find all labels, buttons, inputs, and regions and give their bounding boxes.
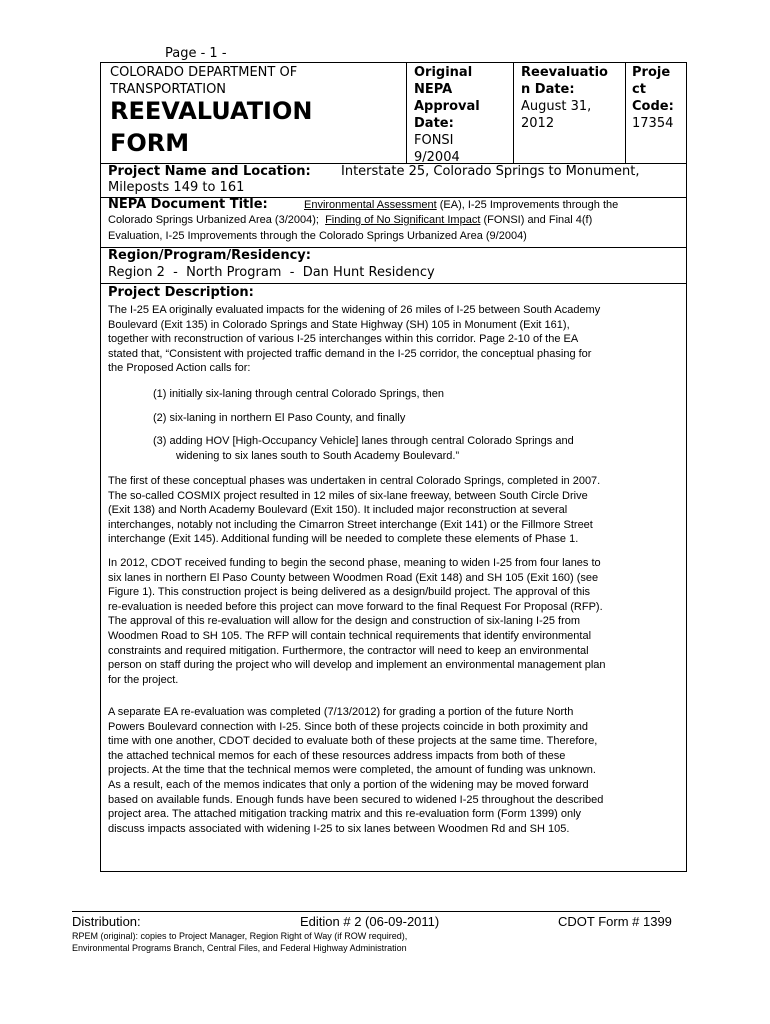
- project-mileposts: Mileposts 149 to 161: [108, 180, 245, 195]
- footer-form-number: CDOT Form # 1399: [558, 914, 672, 929]
- project-code-value: 17354: [632, 116, 674, 131]
- reevaluation-date-cell: Reevaluatio n Date: August 31, 2012: [521, 65, 608, 131]
- page-number: Page - 1 -: [165, 46, 227, 61]
- nepa-document-line1: Environmental Assessment (EA), I-25 Improvements through the: [304, 199, 619, 211]
- nepa-document-line2: Colorado Springs Urbanized Area (3/2004); Finding of No Significant Impact (FONSI) and Final 4(f): [108, 214, 593, 226]
- description-paragraph-3: In 2012, CDOT received funding to begin the second phase, meaning to widen I-25 from four lanes to six lanes in northern El Paso County between Woodmen Road (Exit 148) and SH 105 (Exit 160) (see Figure 1). This construction project is being delivered as a design/build project. The approval of this re-evaluation is needed before this project can move forward to the final Request For Proposal (RFP). The approval of this re-evaluation will allow for the design and construction of six-laning I-25 from Woodmen Road to SH 105. The RFP will contain technical requirements that identify environmental constraints and required mitigation. Furthermore, the contractor will need to keep an environmental person on staff during the project who will develop and implement an environmental management plan for the project.: [108, 557, 606, 686]
- project-name-value: Interstate 25, Colorado Springs to Monument,: [341, 164, 640, 179]
- form-header: [100, 62, 687, 164]
- ea-link[interactable]: Environmental Assessment: [304, 199, 437, 211]
- form-title: REEVALUATION FORM: [110, 97, 313, 157]
- reevaluation-date-value: August 31,: [521, 99, 592, 114]
- region-value: Region 2 - North Program - Dan Hunt Residency: [108, 265, 435, 280]
- nepa-approval-date-value: FONSI: [414, 133, 454, 148]
- phase-list-item-1: (1) initially six-laning through central Colorado Springs, then: [153, 388, 445, 400]
- description-paragraph-1: The I-25 EA originally evaluated impacts for the widening of 26 miles of I-25 between South Academy Boulevard (Exit 135) in Colorado Springs and State Highway (SH) 105 in Monument (Exit 161), together with reconstruction of various I-25 interchanges within this corridor. Page 2-10 of the EA stated that, “Consistent with projected traffic demand in the I-25 corridor, the conceptual phasing for the Proposed Action calls for:: [108, 304, 601, 375]
- project-code-cell: Proje ct Code: 17354: [632, 65, 674, 131]
- phase-list-item-3: (3) adding HOV [High-Occupancy Vehicle] lanes through central Colorado Springs and widening to six lanes south to South Academy Boulevard.”: [153, 435, 574, 462]
- region-label: Region/Program/Residency:: [108, 248, 311, 263]
- project-description-section: [100, 283, 687, 872]
- project-name-section: [100, 163, 687, 198]
- footer-distribution-note: RPEM (original): copies to Project Manager, Region Right of Way (if ROW required), Environmental Programs Branch, Central Files, and Federal Highway Administration: [72, 931, 408, 953]
- nepa-document-line3: Evaluation, I-25 Improvements through the Colorado Springs Urbanized Area (9/2004): [108, 230, 527, 242]
- footer-distribution: Distribution:: [72, 914, 141, 929]
- fonsi-link[interactable]: Finding of No Significant Impact: [325, 214, 481, 226]
- project-description-label: Project Description:: [108, 285, 254, 300]
- department-name: COLORADO DEPARTMENT OF TRANSPORTATION: [110, 65, 298, 97]
- nepa-approval-date-cell: Original NEPA Approval Date: FONSI 9/2004: [414, 65, 480, 165]
- nepa-document-section: [100, 197, 687, 248]
- nepa-document-label: NEPA Document Title:: [108, 197, 268, 212]
- footer-divider: [72, 911, 660, 912]
- phase-list-item-2: (2) six-laning in northern El Paso County, and finally: [153, 412, 406, 424]
- footer-edition: Edition # 2 (06-09-2011): [300, 914, 440, 929]
- description-paragraph-4: A separate EA re-evaluation was completed (7/13/2012) for grading a portion of the future North Powers Boulevard connection with I-25. Since both of these projects coincide in both proximity and time with one another, CDOT decided to evaluate both of these projects at the same time. Therefore, the attached technical memos for each of these resources address impacts from both of these projects. At the time that the technical memos were completed, the amount of funding was unknown. As a result, each of the memos indicates that only a portion of the widening may be moved forward based on available funds. Enough funds have been secured to widened I-25 throughout the described project area. The attached mitigation tracking matrix and this re-evaluation form (Form 1399) only discuss impacts associated with widening I-25 to six lanes between Woodmen Rd and SH 105.: [108, 706, 604, 835]
- region-section: [100, 247, 687, 284]
- project-name-label: Project Name and Location:: [108, 164, 311, 179]
- description-paragraph-2: The first of these conceptual phases was undertaken in central Colorado Springs, completed in 2007. The so-called COSMIX project resulted in 12 miles of six-lane freeway, between South Circle Drive (Exit 138) and North Academy Boulevard (Exit 150). It included major reconstruction at several interchanges, notably not including the Cimarron Street interchange (Exit 141) or the Fillmore Street interchange (Exit 145). Additional funding will be needed to complete these elements of Phase 1.: [108, 475, 601, 546]
